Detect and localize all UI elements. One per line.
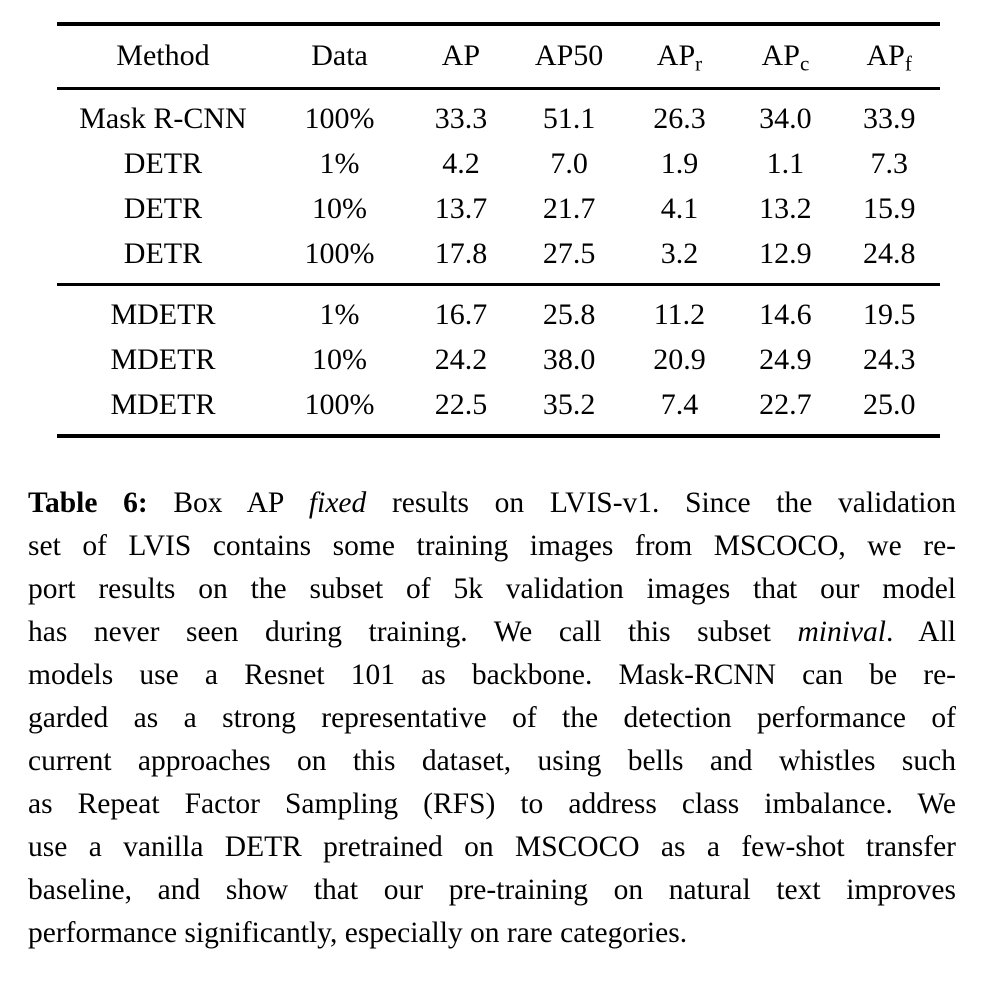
table-row (57, 383, 940, 437)
table-cell: 4.2 (442, 147, 480, 180)
table-cell: 27.5 (542, 237, 596, 270)
caption-text: port results on the subset of 5k validation images that our model (28, 573, 956, 605)
ap-results-table (57, 22, 940, 438)
table-cell: MDETR (110, 298, 216, 331)
table-cell: 13.2 (759, 192, 812, 225)
table-cell: 1.9 (660, 147, 699, 180)
results-table (57, 22, 940, 438)
table-cell: 15.9 (862, 192, 916, 225)
table-cell: DETR (123, 237, 203, 270)
column-header-ap-common: $AP_c$ (732, 24, 838, 89)
table-cell: MDETR (110, 388, 216, 421)
table-cell: 33.9 (862, 102, 916, 135)
table-cell: 12.9 (759, 237, 812, 270)
table-cell: 100% (304, 237, 375, 270)
caption-line (28, 482, 956, 525)
table-cell: 24.9 (759, 343, 812, 376)
table-cell: 22.5 (434, 388, 488, 421)
table-cell: 1% (319, 298, 360, 331)
table-cell: 100% (304, 102, 375, 135)
caption-text: results on LVIS-v1. Since the validation (366, 487, 956, 519)
table-cell: 25.8 (542, 298, 596, 331)
table-cell: 20.9 (653, 343, 706, 376)
table-cell: 25.0 (862, 388, 916, 421)
table-cell: 35.2 (542, 388, 596, 421)
caption-text: current approaches on this dataset, using bells and whistles such (28, 745, 956, 777)
table-cell: 51.1 (542, 102, 596, 135)
table-cell: 34.0 (759, 102, 812, 135)
table-cell: Mask R-CNN (79, 102, 247, 135)
table-cell: 1.1 (766, 147, 805, 180)
table-row (57, 89, 940, 142)
table-header-row (57, 24, 940, 89)
caption-line (28, 826, 956, 869)
table-cell: 10% (312, 343, 368, 376)
caption-text: garded as a strong representative of the detection performance of (28, 702, 956, 734)
table-cell: 33.3 (434, 102, 488, 135)
caption-line (28, 611, 956, 654)
table-cell: 19.5 (862, 298, 916, 331)
table-cell: 38.0 (542, 343, 596, 376)
caption-text: models use a Resnet 101 as backbone. Mask-RCNN can be re- (28, 659, 956, 691)
table-row (57, 187, 940, 232)
table-cell: 3.2 (660, 237, 699, 270)
caption-line (28, 654, 956, 697)
caption-text: has never seen during training. We call this subset (28, 616, 798, 648)
table-cell: 24.8 (862, 237, 916, 270)
caption-text: use a vanilla DETR pretrained on MSCOCO as a few-shot transfer (28, 831, 956, 863)
caption-text: baseline, and show that our pre-training on natural text improves (28, 874, 956, 906)
column-header-ap-rare: $AP_r$ (627, 24, 733, 89)
caption-line (28, 740, 956, 783)
caption-line (28, 568, 956, 611)
caption-text: fixed (308, 487, 367, 519)
caption-line (28, 912, 956, 955)
table-cell: 24.3 (862, 343, 916, 376)
column-header-ap: AP (410, 24, 512, 89)
table-cell: 7.3 (870, 147, 908, 180)
table-cell: 7.4 (660, 388, 699, 421)
table-cell: 17.8 (434, 237, 488, 270)
table-row (57, 142, 940, 187)
header-subscript: f (904, 51, 912, 76)
table-row (57, 232, 940, 285)
header-subscript: c (799, 51, 810, 76)
table-cell: 26.3 (653, 102, 706, 135)
table-cell: 16.7 (434, 298, 488, 331)
table-cell: DETR (123, 192, 203, 225)
table-row (57, 285, 940, 338)
column-header-method: Method (57, 24, 269, 89)
table-cell: 10% (312, 192, 368, 225)
caption-text: . All (885, 616, 956, 648)
column-header-ap50: AP50 (512, 24, 627, 89)
table-cell: 7.0 (550, 147, 588, 180)
table-cell: 1% (319, 147, 360, 180)
caption-text: set of LVIS contains some training images from MSCOCO, we re- (28, 530, 956, 562)
table-caption (28, 482, 956, 955)
table-cell: 24.2 (434, 343, 488, 376)
table-row (57, 338, 940, 383)
caption-text: Box AP (147, 487, 309, 519)
table-cell: DETR (123, 147, 203, 180)
table-cell: 22.7 (759, 388, 812, 421)
caption-line (28, 697, 956, 740)
caption-text: as Repeat Factor Sampling (RFS) to address class imbalance. We (28, 788, 956, 820)
table-cell: MDETR (110, 343, 216, 376)
caption-line (28, 869, 956, 912)
table-cell: 11.2 (653, 298, 706, 331)
table-body-mdetr (57, 285, 940, 437)
caption-line (28, 525, 956, 568)
caption-label: Table 6: (28, 487, 148, 519)
column-header-ap-frequent: $AP_f$ (838, 24, 940, 89)
caption-line (28, 783, 956, 826)
header-subscript: r (695, 51, 703, 76)
table-cell: 4.1 (660, 192, 699, 225)
caption-text: minival (797, 616, 886, 648)
table-cell: 100% (304, 388, 375, 421)
table-cell: 14.6 (759, 298, 812, 331)
caption-text: performance significantly, especially on rare categories. (28, 917, 688, 949)
table-cell: 13.7 (434, 192, 488, 225)
table-cell: 21.7 (542, 192, 596, 225)
table-body-baselines (57, 89, 940, 285)
column-header-data: Data (269, 24, 410, 89)
